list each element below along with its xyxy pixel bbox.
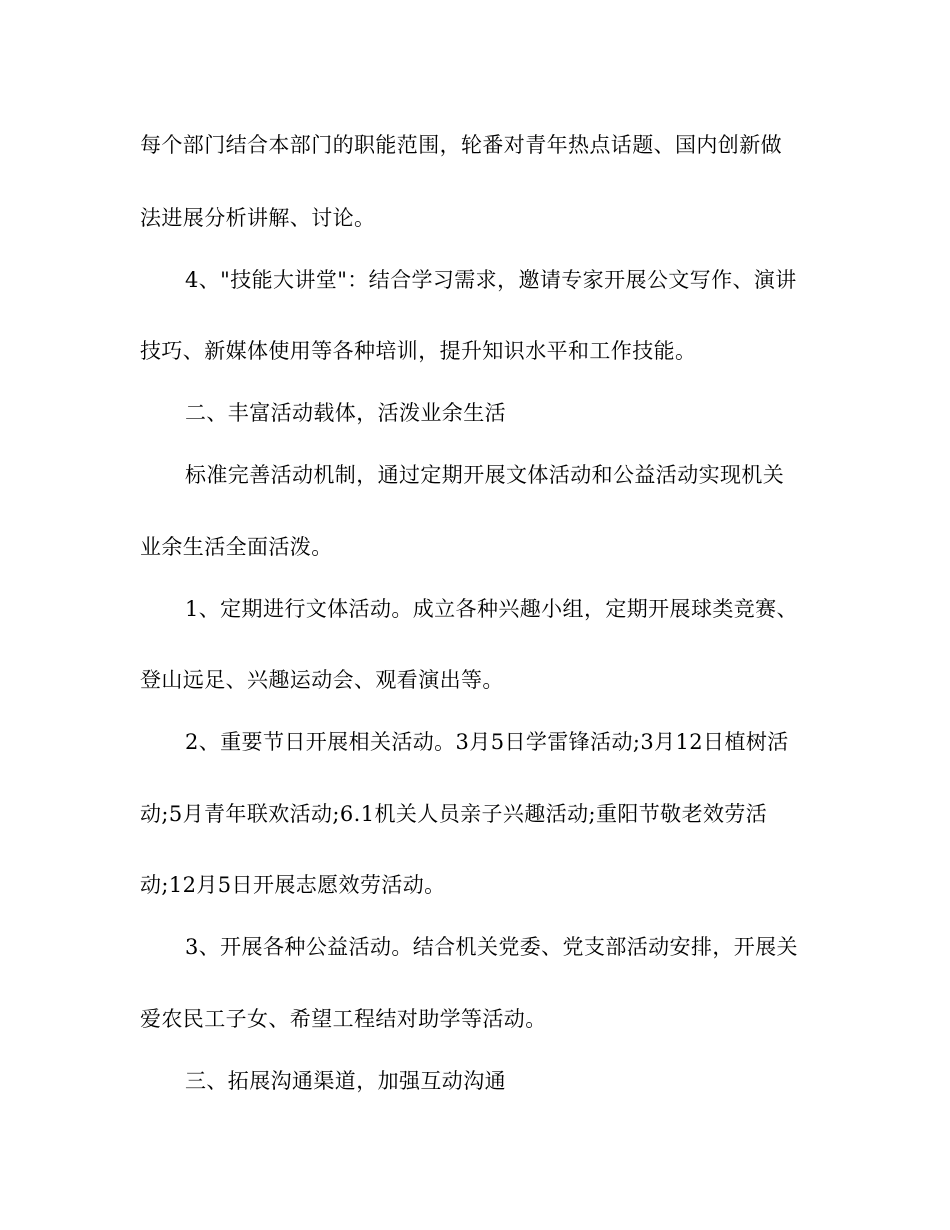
- paragraph-line: 业余生活全面活泼。: [140, 535, 333, 559]
- list-item-line: 1、定期进行文体活动。成立各种兴趣小组，定期开展球类竞赛、: [185, 597, 798, 621]
- paragraph-line: 动;12月5日开展志愿效劳活动。: [140, 873, 446, 897]
- paragraph-line: 法进展分析讲解、讨论。: [140, 206, 376, 230]
- section-heading: 三、拓展沟通渠道，加强互动沟通: [185, 1069, 506, 1093]
- paragraph-line: 标准完善活动机制，通过定期开展文体活动和公益活动实现机关: [185, 463, 785, 487]
- paragraph-line: 技巧、新媒体使用等各种培训，提升知识水平和工作技能。: [140, 339, 697, 363]
- paragraph-line: 爱农民工子女、希望工程结对助学等活动。: [140, 1007, 547, 1031]
- list-item-line: 2、重要节日开展相关活动。3月5日学雷锋活动;3月12日植树活: [185, 730, 789, 754]
- paragraph-line: 动;5月青年联欢活动;6.1机关人员亲子兴趣活动;重阳节敬老效劳活: [140, 802, 768, 826]
- section-heading: 二、丰富活动载体，活泼业余生活: [185, 401, 506, 425]
- list-item-line: 3、开展各种公益活动。结合机关党委、党支部活动安排，开展关: [185, 935, 798, 959]
- paragraph-line: 登山远足、兴趣运动会、观看演出等。: [140, 668, 504, 692]
- paragraph-line: 每个部门结合本部门的职能范围，轮番对青年热点话题、国内创新做: [140, 133, 782, 157]
- list-item-line: 4、"技能大讲堂"：结合学习需求，邀请专家开展公文写作、演讲: [185, 268, 797, 292]
